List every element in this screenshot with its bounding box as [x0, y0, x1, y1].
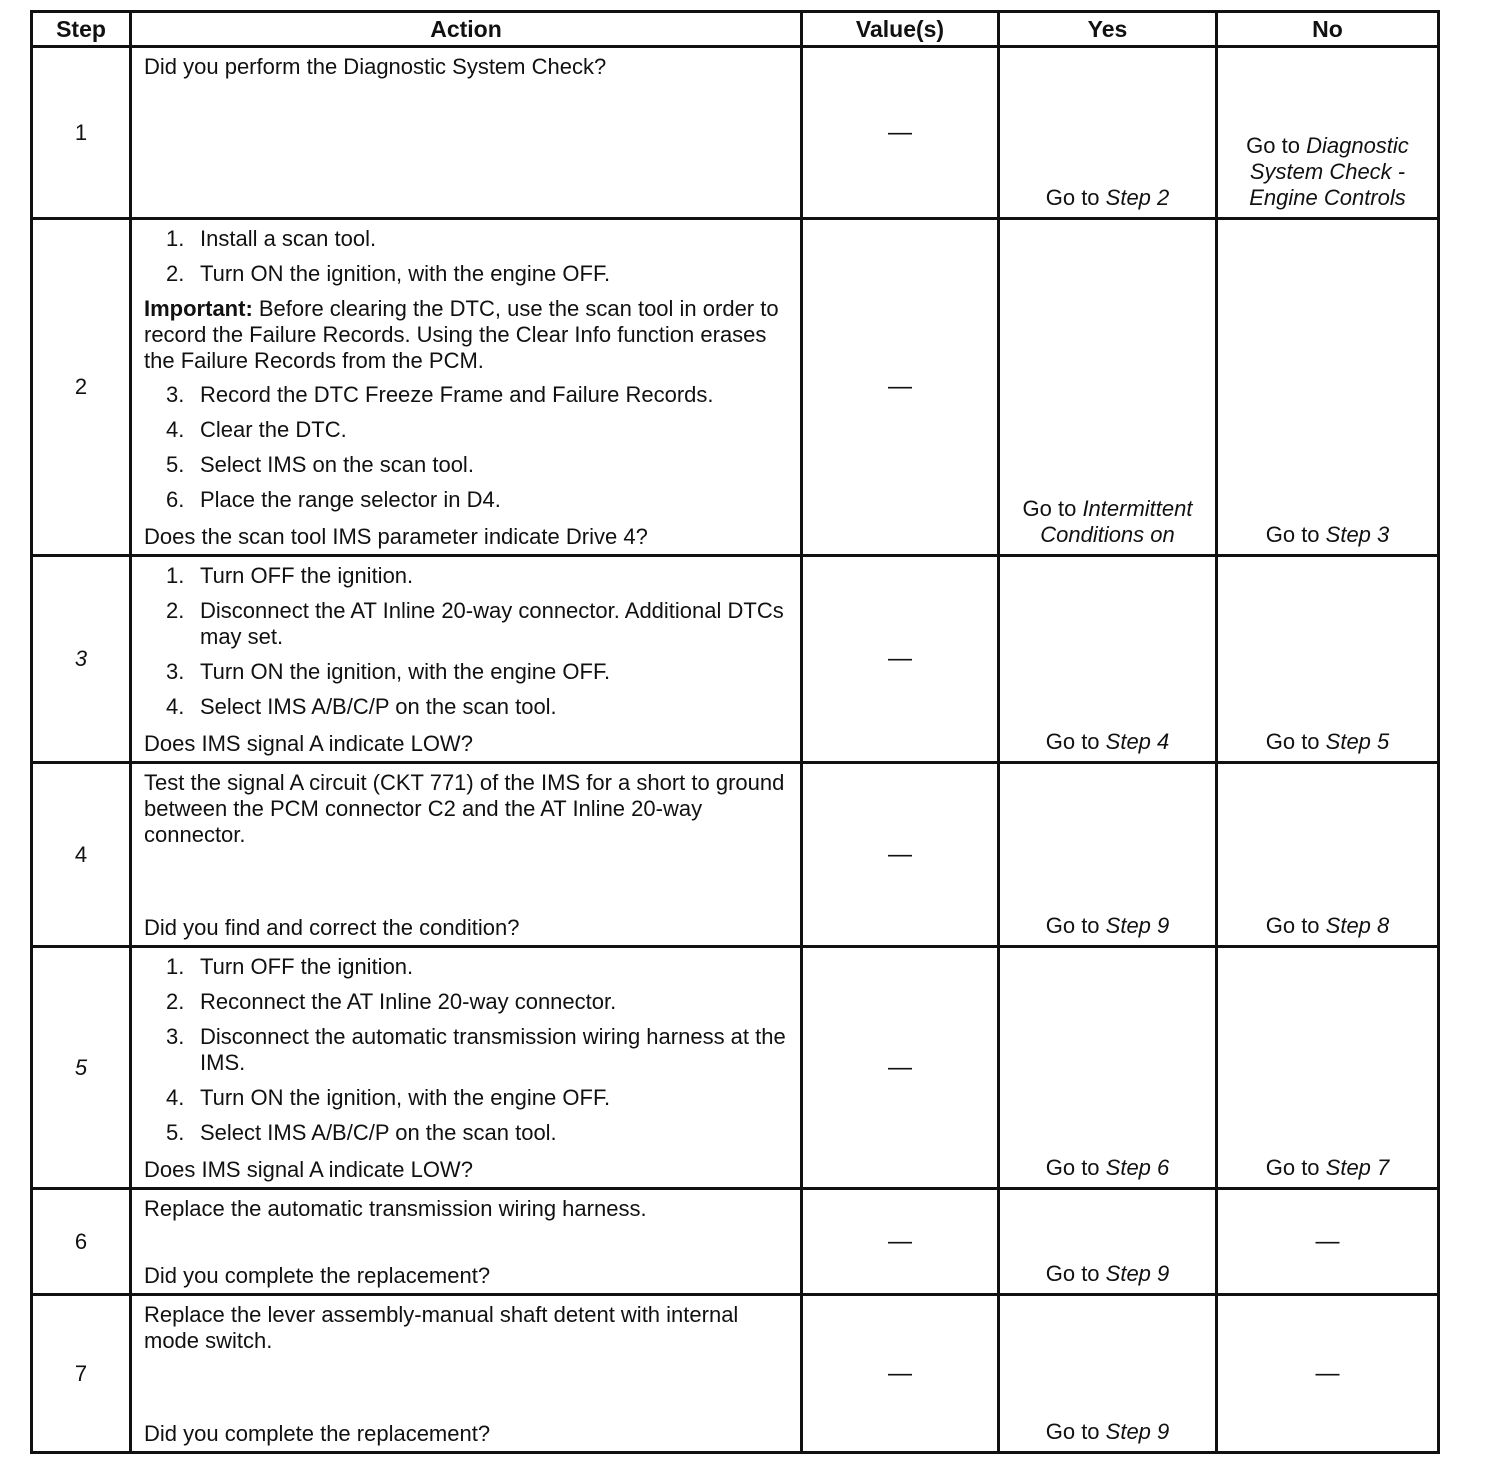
action-list [144, 226, 790, 287]
list-item: 2. Reconnect the AT Inline 20-way connector. [166, 989, 617, 1014]
header-values: Value(s) [802, 12, 999, 47]
no-cell [1217, 556, 1439, 763]
yes-result: Go to Step 6 [1045, 1155, 1170, 1180]
list-item: 5. Select IMS on the scan tool. [166, 452, 474, 477]
list-item: 3. Record the DTC Freeze Frame and Failure Records. [166, 382, 714, 407]
list-item: 3. Disconnect the automatic transmission wiring harness at the IMS. [166, 1024, 786, 1075]
action-cell [131, 556, 802, 763]
list-item: 4. Turn ON the ignition, with the engine OFF. [166, 1085, 611, 1110]
table-row [32, 763, 1439, 947]
yes-cell [999, 947, 1217, 1189]
yes-result: Go to Step 9 [1045, 913, 1170, 938]
list-item: 4. Select IMS A/B/C/P on the scan tool. [166, 694, 557, 719]
yes-cell [999, 1295, 1217, 1453]
yes-result: Go to Step 2 [1045, 185, 1170, 210]
value-cell: — [802, 947, 999, 1189]
no-cell: — [1217, 1189, 1439, 1295]
step-number: 5 [32, 947, 131, 1189]
step-number: 4 [32, 763, 131, 947]
value-cell: — [802, 47, 999, 219]
action-cell [131, 763, 802, 947]
no-cell [1217, 219, 1439, 556]
no-result: Go to Diagnostic System Check - Engine Controls [1246, 133, 1409, 210]
list-item: 5. Select IMS A/B/C/P on the scan tool. [166, 1120, 557, 1145]
header-yes: Yes [999, 12, 1217, 47]
action-question: Does the scan tool IMS parameter indicate Drive 4? [144, 524, 648, 549]
action-question: Did you complete the replacement? [144, 1263, 491, 1288]
list-item: 1. Turn OFF the ignition. [166, 954, 414, 979]
no-result: Go to Step 3 [1265, 522, 1390, 547]
list-item: 4. Clear the DTC. [166, 417, 347, 442]
no-result: Go to Step 7 [1265, 1155, 1390, 1180]
step-number: 2 [32, 219, 131, 556]
diagnostic-table [30, 10, 1440, 1454]
no-result: Go to Step 5 [1265, 729, 1390, 754]
yes-result: Go to Step 9 [1045, 1419, 1170, 1444]
table-row [32, 947, 1439, 1189]
list-item: 1. Turn OFF the ignition. [166, 563, 414, 588]
header-action: Action [131, 12, 802, 47]
action-list [144, 563, 790, 720]
no-cell [1217, 947, 1439, 1189]
action-question: Does IMS signal A indicate LOW? [144, 731, 473, 756]
no-cell [1217, 47, 1439, 219]
list-item: 3. Turn ON the ignition, with the engine OFF. [166, 659, 611, 684]
value-cell: — [802, 1295, 999, 1453]
value-cell: — [802, 219, 999, 556]
action-cell [131, 1189, 802, 1295]
no-result: Go to Step 8 [1265, 913, 1390, 938]
action-text: Test the signal A circuit (CKT 771) of the IMS for a short to ground between the PCM connector C2 and the AT Inline 20-way connector. [144, 770, 785, 847]
important-note: Important: Before clearing the DTC, use the scan tool in order to record the Failure Records. Using the Clear Info function erases the Failure Records from the PCM. [144, 296, 779, 373]
yes-result: Go to Step 4 [1045, 729, 1170, 754]
yes-cell [999, 556, 1217, 763]
list-item: 2. Disconnect the AT Inline 20-way connector. Additional DTCs may set. [166, 598, 784, 649]
no-cell: — [1217, 1295, 1439, 1453]
table-row [32, 219, 1439, 556]
list-item: 2. Turn ON the ignition, with the engine OFF. [166, 261, 611, 286]
action-text: Did you perform the Diagnostic System Check? [144, 54, 607, 79]
header-step: Step [32, 12, 131, 47]
value-cell: — [802, 763, 999, 947]
yes-result: Go to Intermittent Conditions on [1022, 496, 1193, 547]
step-number: 3 [32, 556, 131, 763]
list-item: 6. Place the range selector in D4. [166, 487, 501, 512]
table-row [32, 47, 1439, 219]
action-question: Did you find and correct the condition? [144, 915, 520, 940]
action-text: Replace the automatic transmission wiring harness. [144, 1196, 647, 1221]
list-item: 1. Install a scan tool. [166, 226, 377, 251]
yes-cell [999, 1189, 1217, 1295]
table-row [32, 556, 1439, 763]
yes-cell [999, 47, 1217, 219]
yes-cell [999, 763, 1217, 947]
value-cell: — [802, 1189, 999, 1295]
table-row [32, 1189, 1439, 1295]
step-number: 6 [32, 1189, 131, 1295]
header-no: No [1217, 12, 1439, 47]
action-cell [131, 47, 802, 219]
step-number: 1 [32, 47, 131, 219]
step-number: 7 [32, 1295, 131, 1453]
action-question: Does IMS signal A indicate LOW? [144, 1157, 473, 1182]
action-question: Did you complete the replacement? [144, 1421, 491, 1446]
action-cell [131, 219, 802, 556]
action-cell [131, 1295, 802, 1453]
yes-cell [999, 219, 1217, 556]
action-list [144, 382, 790, 513]
no-cell [1217, 763, 1439, 947]
table-row [32, 1295, 1439, 1453]
yes-result: Go to Step 9 [1045, 1261, 1170, 1286]
action-cell [131, 947, 802, 1189]
header-row [32, 12, 1439, 47]
value-cell: — [802, 556, 999, 763]
action-text: Replace the lever assembly-manual shaft detent with internal mode switch. [144, 1302, 739, 1353]
action-list [144, 954, 790, 1146]
